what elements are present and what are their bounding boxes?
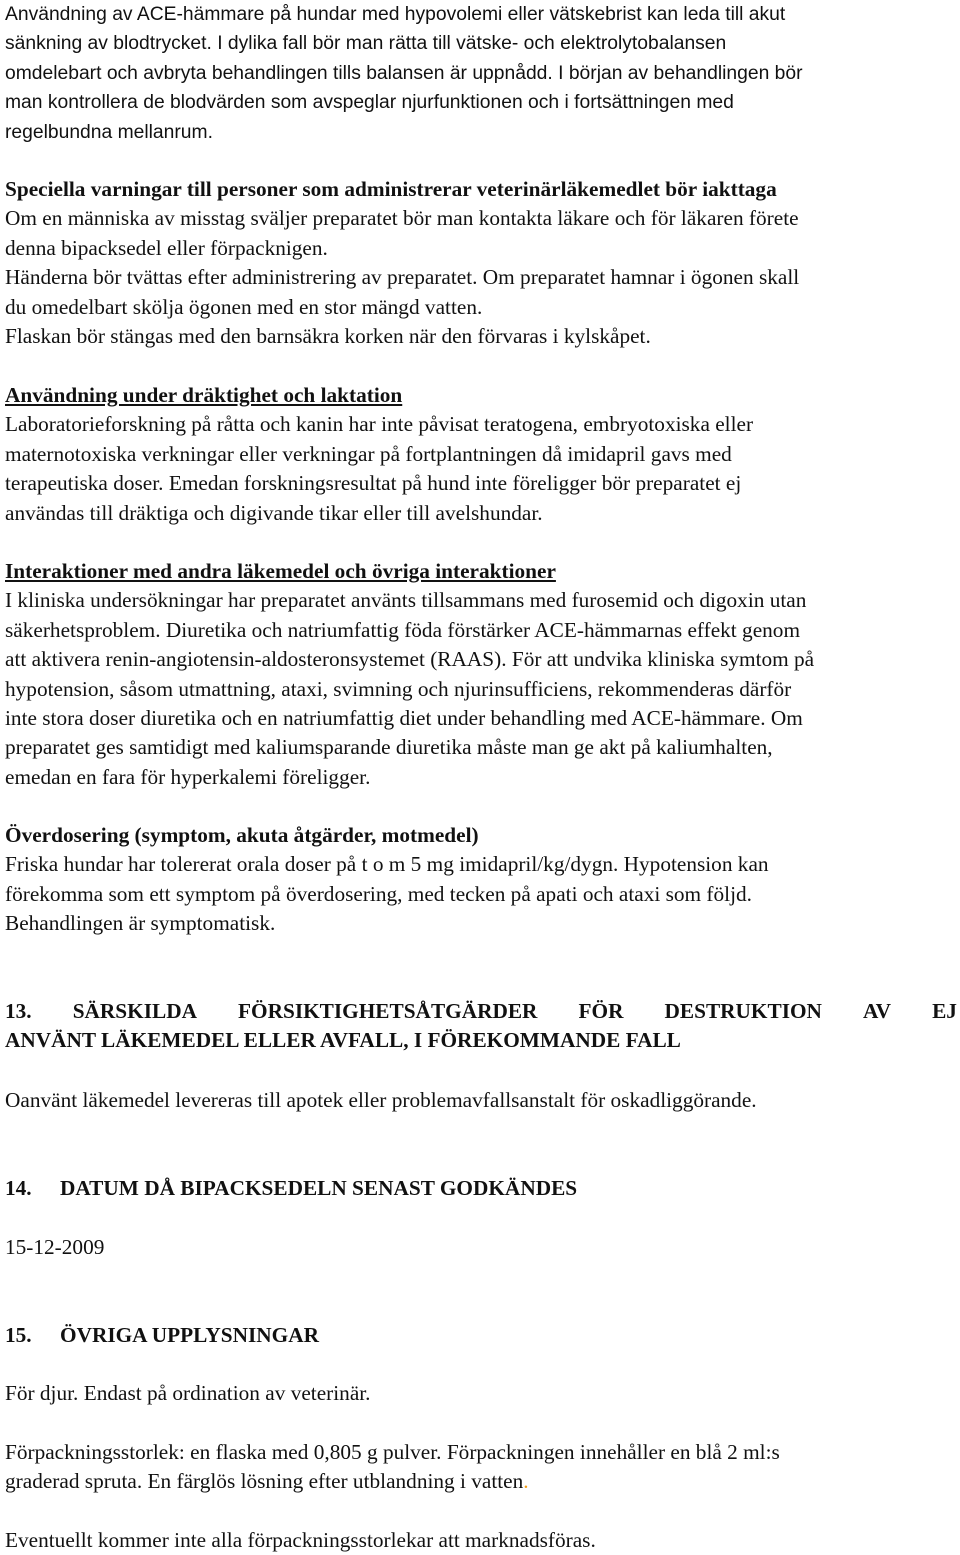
section-15-number: 15. (5, 1323, 32, 1347)
warnings-line: Flaskan bör stängas med den barnsäkra korken när den förvaras i kylskåpet. (5, 324, 651, 349)
interactions-line: inte stora doser diuretika och en natriumfattig diet under behandling med ACE-hämmare. Om (5, 706, 803, 731)
section-15-p2-line2 (5, 1467, 780, 1496)
warnings-line: Om en människa av misstag sväljer preparatet bör man kontakta läkare och för läkaren förete (5, 206, 799, 231)
overdose-line: förekomma som ett symptom på överdosering, med tecken på apati och ataxi som följd. (5, 881, 752, 906)
interactions-heading: Interaktioner med andra läkemedel och övriga interaktioner (5, 559, 556, 583)
section-13-word: AV (863, 999, 892, 1023)
section-13-word: FÖR (578, 999, 624, 1023)
section-14-heading (5, 1174, 577, 1203)
intro-paragraph (5, 0, 803, 147)
pregnancy-section (5, 381, 753, 528)
section-15-paragraph-1: För djur. Endast på ordination av veterinär. (5, 1381, 371, 1405)
interactions-line: säkerhetsproblem. Diuretika och natriumfattig föda förstärker ACE-hämmarnas effekt genom (5, 617, 801, 642)
section-13-word: SÄRSKILDA (72, 999, 197, 1023)
interactions-line: att aktivera renin-angiotensin-aldosteronsystemet (RAAS). För att undvika kliniska symtom på (5, 647, 815, 672)
section-13-body: Oanvänt läkemedel levereras till apotek eller problemavfallsanstalt för oskadliggörande. (5, 1088, 757, 1112)
section-13-number: 13. (5, 999, 32, 1023)
intro-line: man kontrollera de blodvärden som avspeglar njurfunktionen och i fortsättningen med (5, 92, 734, 114)
intro-line: regelbundna mellanrum. (5, 121, 213, 143)
section-15-title: ÖVRIGA UPPLYSNINGAR (60, 1323, 319, 1347)
overdose-line: Behandlingen är symptomatisk. (5, 911, 276, 936)
interactions-line: I kliniska undersökningar har preparatet använts tillsammans med furosemid och digoxin utan (5, 588, 807, 613)
warnings-heading: Speciella varningar till personer som administrerar veterinärläkemedlet bör iakttaga (5, 177, 777, 201)
warnings-line: denna bipacksedel eller förpacknigen. (5, 235, 328, 260)
pregnancy-line: maternotoxiska verkningar eller verkningar på fortplantningen då imidapril gavs med (5, 441, 732, 466)
section-15-paragraph-3: Eventuellt kommer inte alla förpackningsstorlekar att marknadsföras. (5, 1528, 596, 1552)
section-15-p2-dot: . (523, 1469, 529, 1494)
section-14-date: 15-12-2009 (5, 1235, 105, 1259)
interactions-line: preparatet ges samtidigt med kaliumsparande diuretika måste man ge akt på kaliumhalten, (5, 735, 773, 760)
overdose-line: Friska hundar har tolererat orala doser på t o m 5 mg imidapril/kg/dygn. Hypotension kan (5, 852, 769, 877)
section-13-word: FÖRSIKTIGHETSÅTGÄRDER (238, 999, 538, 1023)
section-15-paragraph-2 (5, 1438, 780, 1497)
pregnancy-heading: Användning under dräktighet och laktation (5, 383, 403, 407)
section-15-heading (5, 1321, 319, 1350)
section-14-title: DATUM DÅ BIPACKSEDELN SENAST GODKÄNDES (60, 1176, 578, 1200)
interactions-line: hypotension, såsom utmattning, ataxi, svimning och njurinsufficiens, rekommenderas därför (5, 676, 792, 701)
section-15-p2-line1: Förpackningsstorlek: en flaska med 0,805 g pulver. Förpackningen innehåller en blå 2 ml:s (5, 1440, 780, 1464)
intro-line: sänkning av blodtrycket. I dylika fall bör man rätta till vätske- och elektrolytobalansen (5, 33, 727, 55)
overdose-heading: Överdosering (symptom, akuta åtgärder, motmedel) (5, 823, 479, 847)
warnings-section (5, 175, 799, 351)
section-15-p2-text: graderad spruta. En färglös lösning efter utblandning i vatten (5, 1469, 524, 1494)
intro-line: Användning av ACE-hämmare på hundar med hypovolemi eller vätskebrist kan leda till akut (5, 4, 786, 25)
interactions-section (5, 557, 814, 792)
overdose-section (5, 821, 769, 939)
pregnancy-line: Laboratorieforskning på råtta och kanin har inte påvisat teratogena, embryotoxiska eller (5, 412, 754, 437)
section-13 (5, 997, 957, 1056)
warnings-line: Händerna bör tvättas efter administrering av preparatet. Om preparatet hamnar i ögonen skall (5, 265, 800, 290)
section-13-word: EJ (932, 999, 957, 1023)
section-13-heading-line2: ANVÄNT LÄKEMEDEL ELLER AVFALL, I FÖREKOMMANDE FALL (5, 1028, 681, 1053)
section-13-word: DESTRUKTION (664, 999, 822, 1023)
pregnancy-line: terapeutiska doser. Emedan forskningsresultat på hund inte föreligger bör preparatet ej (5, 471, 742, 496)
pregnancy-line: användas till dräktiga och digivande tikar eller till avelshundar. (5, 500, 543, 525)
warnings-line: du omedelbart skölja ögonen med en stor mängd vatten. (5, 294, 483, 319)
section-13-heading-line1 (5, 997, 957, 1026)
section-14-number: 14. (5, 1176, 32, 1200)
interactions-line: emedan en fara för hyperkalemi föreligger. (5, 764, 371, 789)
intro-line: omdelebart och avbryta behandlingen tills balansen är uppnådd. I början av behandlingen bör (5, 62, 803, 84)
